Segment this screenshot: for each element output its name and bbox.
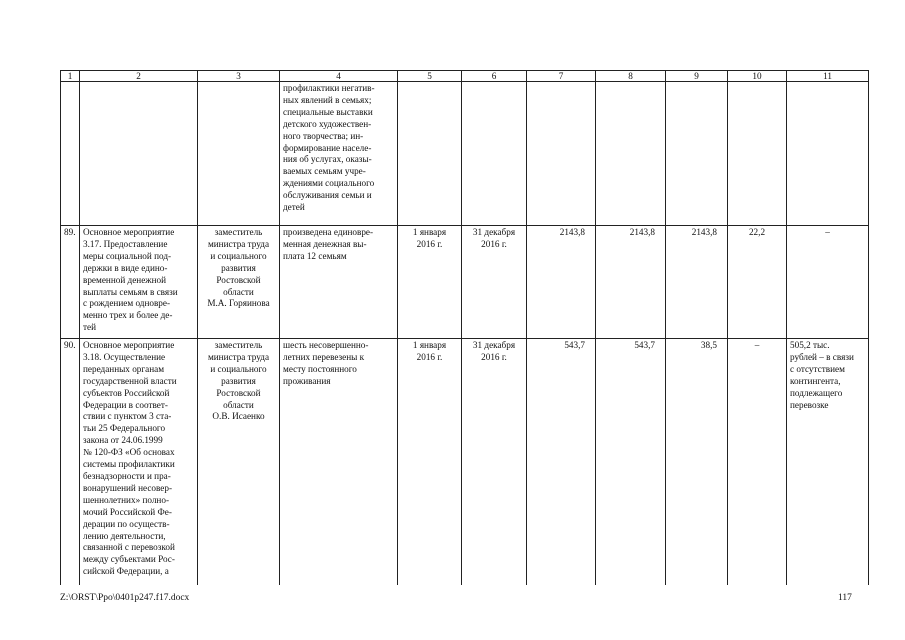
table-row-89 — [61, 226, 869, 339]
row-number: 90. — [61, 339, 80, 585]
column-number: 2 — [80, 71, 198, 82]
value-col7: 543,7 — [527, 339, 596, 585]
file-path: Z:\ORST\Ppo\0401p247.f17.docx — [60, 593, 190, 603]
value-col10: – — [728, 339, 787, 585]
column-number: 7 — [527, 71, 596, 82]
start-date — [398, 82, 462, 226]
table-row-90 — [61, 339, 869, 585]
expected-result: профилактики негатив- ных явлений в семьях; специальные выставки детского художествен- ного творчества; ин- формирование населе- ния об услугах, оказы- ваемых семьям учре- ждениями социального обслуживания семьи и детей — [280, 82, 398, 226]
column-number: 4 — [280, 71, 398, 82]
column-number: 8 — [596, 71, 666, 82]
note: – — [787, 226, 869, 339]
column-number: 3 — [198, 71, 280, 82]
value-col9: 38,5 — [666, 339, 728, 585]
activity-name — [80, 82, 198, 226]
column-number: 10 — [728, 71, 787, 82]
value-col7 — [527, 82, 596, 226]
start-date: 1 января 2016 г. — [398, 339, 462, 585]
expected-result: произведена единовре- менная денежная вы- плата 12 семьям — [280, 226, 398, 339]
table-row-continuation — [61, 82, 869, 226]
end-date — [462, 82, 527, 226]
value-col8: 543,7 — [596, 339, 666, 585]
end-date: 31 декабря 2016 г. — [462, 339, 527, 585]
note: 505,2 тыс. рублей – в связи с отсутствием контингента, подлежащего перевозке — [787, 339, 869, 585]
activity-name: Основное мероприятие 3.18. Осуществление переданных органам государственной власти субъектов Российской Федерации в соответ- ствии с пунктом 3 ста- тьи 25 Федерального закона от 24.06.1999 № 120-ФЗ «Об основах системы профилактики безнадзорности и пра- вонарушений несовер- шеннолетних» полно- мочий Российской Фе- дерации по осуществ- лению деятельности, связанной с перевозкой между субъектами Рос- сийской Федерации, а — [80, 339, 198, 585]
activity-name: Основное мероприятие 3.17. Предоставление меры социальной под- держки в виде едино- временной денежной выплаты семьям в связи с рождением одновре- менно трех и более де- тей — [80, 226, 198, 339]
column-number: 11 — [787, 71, 869, 82]
value-col10: 22,2 — [728, 226, 787, 339]
page-number: 117 — [838, 593, 852, 603]
value-col7: 2143,8 — [527, 226, 596, 339]
row-number: 89. — [61, 226, 80, 339]
value-col9 — [666, 82, 728, 226]
row-number — [61, 82, 80, 226]
end-date: 31 декабря 2016 г. — [462, 226, 527, 339]
value-col8 — [596, 82, 666, 226]
start-date: 1 января 2016 г. — [398, 226, 462, 339]
note — [787, 82, 869, 226]
responsible-person: заместитель министра труда и социального развития Ростовской области О.В. Исаенко — [198, 339, 280, 585]
responsible-person: заместитель министра труда и социального развития Ростовской области М.А. Горяинова — [198, 226, 280, 339]
expected-result: шесть несовершенно- летних перевезены к месту постоянного проживания — [280, 339, 398, 585]
column-number: 9 — [666, 71, 728, 82]
value-col8: 2143,8 — [596, 226, 666, 339]
responsible-person — [198, 82, 280, 226]
column-number: 5 — [398, 71, 462, 82]
plan-table — [60, 70, 869, 585]
value-col9: 2143,8 — [666, 226, 728, 339]
column-number: 6 — [462, 71, 527, 82]
column-number: 1 — [61, 71, 80, 82]
value-col10 — [728, 82, 787, 226]
column-number-row — [61, 71, 869, 82]
